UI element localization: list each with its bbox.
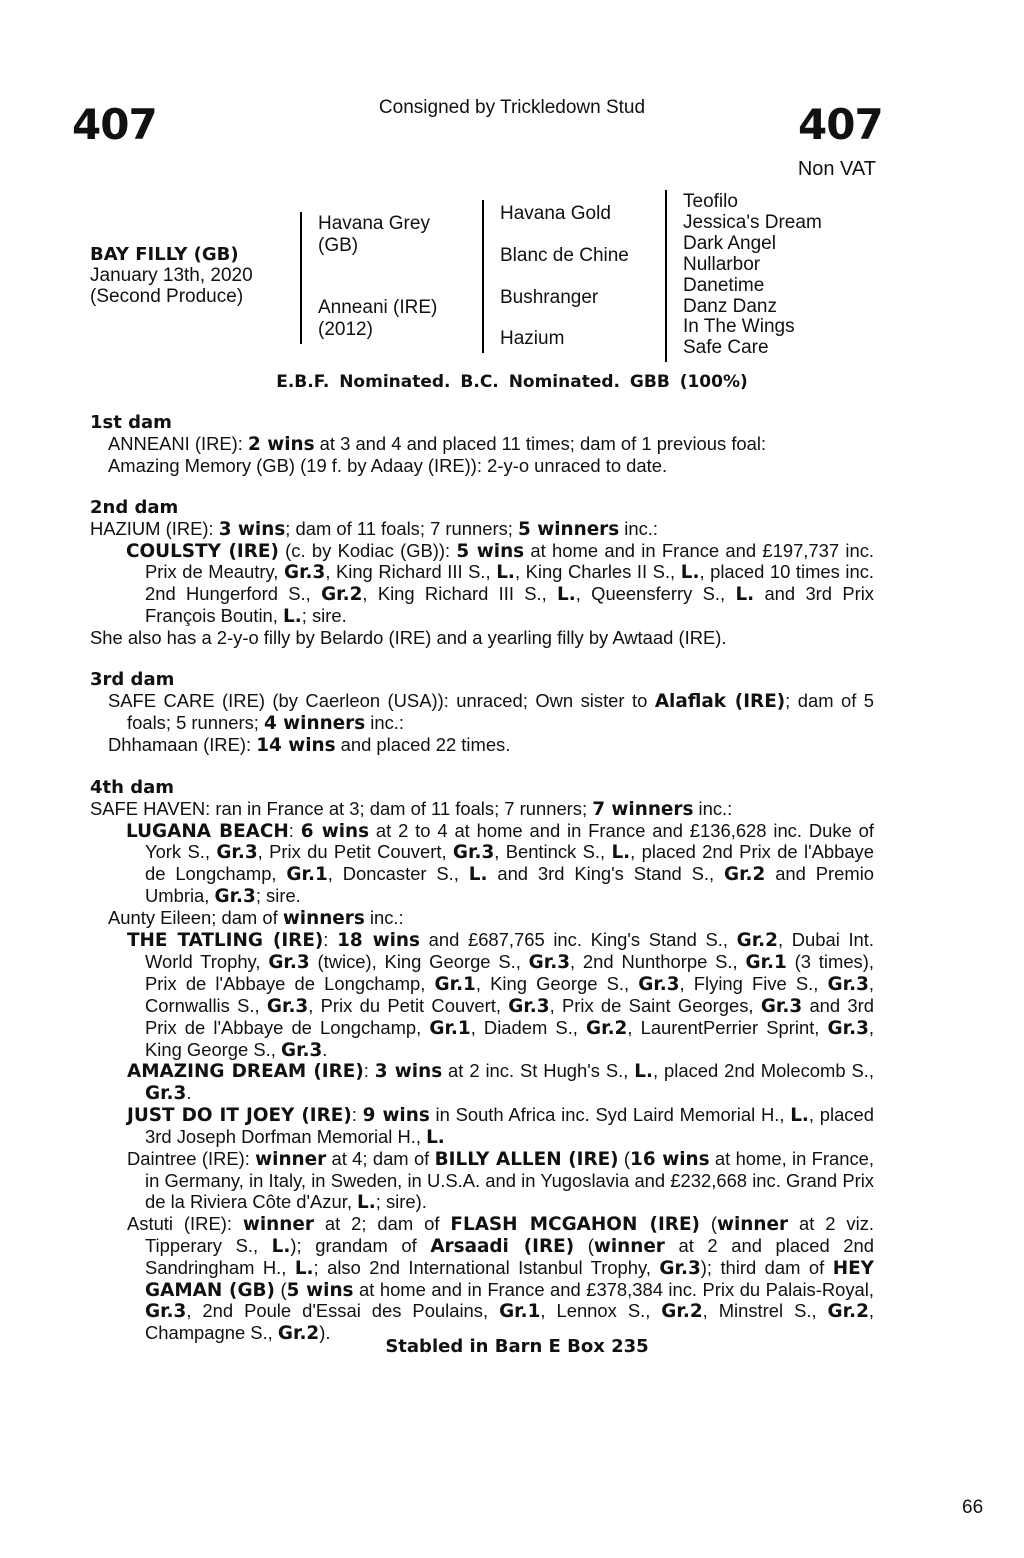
astuti-entry: Astuti (IRE): winner at 2; dam of FLASH MCGAHON (IRE) (winner at 2 viz. Tipperary S., L.); grandam of Arsaadi (IRE) (winner at 2 and placed 2nd Sandringham H., L.; also 2nd International Istanbul Trophy, Gr.3); third dam of HEY GAMAN (GB) (5 wins at home and in France and £378,384 inc. Prix du Palais-Royal, Gr.3, 2nd Poule d'Essai des Poulains, Gr.1, Lennox S., Gr.2, Minstrel S., Gr.2, Champagne S., Gr.2). <box>127 1212 874 1345</box>
grandam-sire-side: Blanc de Chine <box>500 245 629 266</box>
ggp-6: Danz Danz <box>683 295 777 317</box>
aunty-eileen-entry: Aunty Eileen; dam of winners inc.: <box>108 907 404 930</box>
grandsire-dam-side: Bushranger <box>500 287 599 308</box>
ggp-3: Dark Angel <box>683 232 776 254</box>
catalogue-body <box>90 413 874 1345</box>
nominations: E.B.F. Nominated. B.C. Nominated. GBB (100%) <box>276 372 748 392</box>
grandsire: Havana Gold <box>500 203 611 224</box>
fourth-dam-summary: SAFE HAVEN: ran in France at 3; dam of 11 foals; 7 runners; 7 winners inc.: <box>90 797 733 820</box>
sire-name: Havana Grey <box>318 213 430 234</box>
horse-details <box>90 244 253 307</box>
lot-number-left: 407 <box>72 100 157 149</box>
ggp-5: Danetime <box>683 274 765 296</box>
pedigree-divider-3 <box>665 190 667 362</box>
second-dam-summary: HAZIUM (IRE): 3 wins; dam of 11 foals; 7 runners; 5 winners inc.: <box>90 517 659 540</box>
third-dam-summary: SAFE CARE (IRE) (by Caerleon (USA)): unraced; Own sister to Alaflak (IRE); dam of 5 foals; 5 runners; 4 winners inc.: <box>108 689 875 734</box>
great-grandparents <box>683 192 822 359</box>
ggp-7: In The Wings <box>683 316 795 338</box>
amazing-dream-entry: AMAZING DREAM (IRE): 3 wins at 2 inc. St Hugh's S., L., placed 2nd Molecomb S., Gr.3. <box>127 1060 874 1105</box>
pedigree-dam <box>318 297 437 341</box>
lot-number-right: 407 <box>798 100 883 149</box>
fourth-dam-heading: 4th dam <box>90 776 174 798</box>
third-dam-heading: 3rd dam <box>90 669 175 691</box>
dhhamaan-entry: Dhhamaan (IRE): 14 wins and placed 22 times. <box>108 733 511 756</box>
ggp-8: Safe Care <box>683 337 769 359</box>
coulsty-entry: COULSTY (IRE) (c. by Kodiac (GB)): 5 wins at home and in France and £197,737 inc. Prix de Meautry, Gr.3, King Richard III S., L., King Charles II S., L., placed 10 times inc. 2nd Hungerford S., Gr.2, King Richard III S., L., Queensferry S., L. and 3rd Prix François Boutin, L.; sire. <box>126 539 875 628</box>
daintree-entry: Daintree (IRE): winner at 4; dam of BILLY ALLEN (IRE) (16 wins at home, in France, in Germany, in Italy, in Sweden, in U.S.A. and in Yugoslavia and £232,668 inc. Grand Prix de la Riviera Côte d'Azur, L.; sire). <box>127 1148 874 1213</box>
horse-description: BAY FILLY (GB) <box>90 244 239 265</box>
vat-status: Non VAT <box>797 158 876 180</box>
sire-origin: (GB) <box>318 235 359 256</box>
dam-name: Anneani (IRE) <box>318 297 438 318</box>
just-do-it-joey-entry: JUST DO IT JOEY (IRE): 9 wins in South Africa inc. Syd Laird Memorial H., L., placed 3rd Joseph Dorfman Memorial H., L. <box>127 1104 874 1149</box>
first-dam-summary: ANNEANI (IRE): 2 wins at 3 and 4 and placed 11 times; dam of 1 previous foal: <box>108 432 767 455</box>
foaled-date: January 13th, 2020 <box>90 265 253 286</box>
pedigree-divider-1 <box>300 212 302 344</box>
ggp-4: Nullarbor <box>683 253 761 275</box>
also-note: She also has a 2-y-o filly by Belardo (IRE) and a yearling filly by Awtaad (IRE). <box>90 627 727 649</box>
grandam-dam-side: Hazium <box>500 328 565 349</box>
produce-note: (Second Produce) <box>90 286 244 307</box>
dam-year: (2012) <box>318 319 373 340</box>
consignor: Consigned by Trickledown Stud <box>378 97 646 118</box>
ggp-2: Jessica's Dream <box>683 211 822 233</box>
first-dam-heading: 1st dam <box>90 412 172 433</box>
pedigree-divider-2 <box>482 200 484 353</box>
stabling-note: Stabled in Barn E Box 235 <box>385 1336 649 1357</box>
previous-foal: Amazing Memory (GB) (19 f. by Adaay (IRE)): 2-y-o unraced to date. <box>108 454 668 476</box>
the-tatling-entry: THE TATLING (IRE): 18 wins and £687,765 inc. King's Stand S., Gr.2, Dubai Int. World Trophy, Gr.3 (twice), King George S., Gr.3, 2nd Nunthorpe S., Gr.1 (3 times), Prix de l'Abbaye de Longchamp, Gr.1, King George S., Gr.3, Flying Five S., Gr.3, Cornwallis S., Gr.3, Prix du Petit Couvert, Gr.3, Prix de Saint Georges, Gr.3 and 3rd Prix de l'Abbaye de Longchamp, Gr.1, Diadem S., Gr.2, LaurentPerrier Sprint, Gr.3, King George S., Gr.3. <box>127 929 875 1061</box>
ggp-1: Teofilo <box>683 191 738 212</box>
page-number: 66 <box>962 1497 984 1518</box>
second-dam-heading: 2nd dam <box>90 496 179 518</box>
pedigree-sire <box>318 213 430 257</box>
lugana-beach-entry: LUGANA BEACH: 6 wins at 2 to 4 at home and in France and £136,628 inc. Duke of York S., Gr.3, Prix du Petit Couvert, Gr.3, Bentinck S., L., placed 2nd Prix de l'Abbaye de Longchamp, Gr.1, Doncaster S., L. and 3rd King's Stand S., Gr.2 and Premio Umbria, Gr.3; sire. <box>126 819 875 908</box>
